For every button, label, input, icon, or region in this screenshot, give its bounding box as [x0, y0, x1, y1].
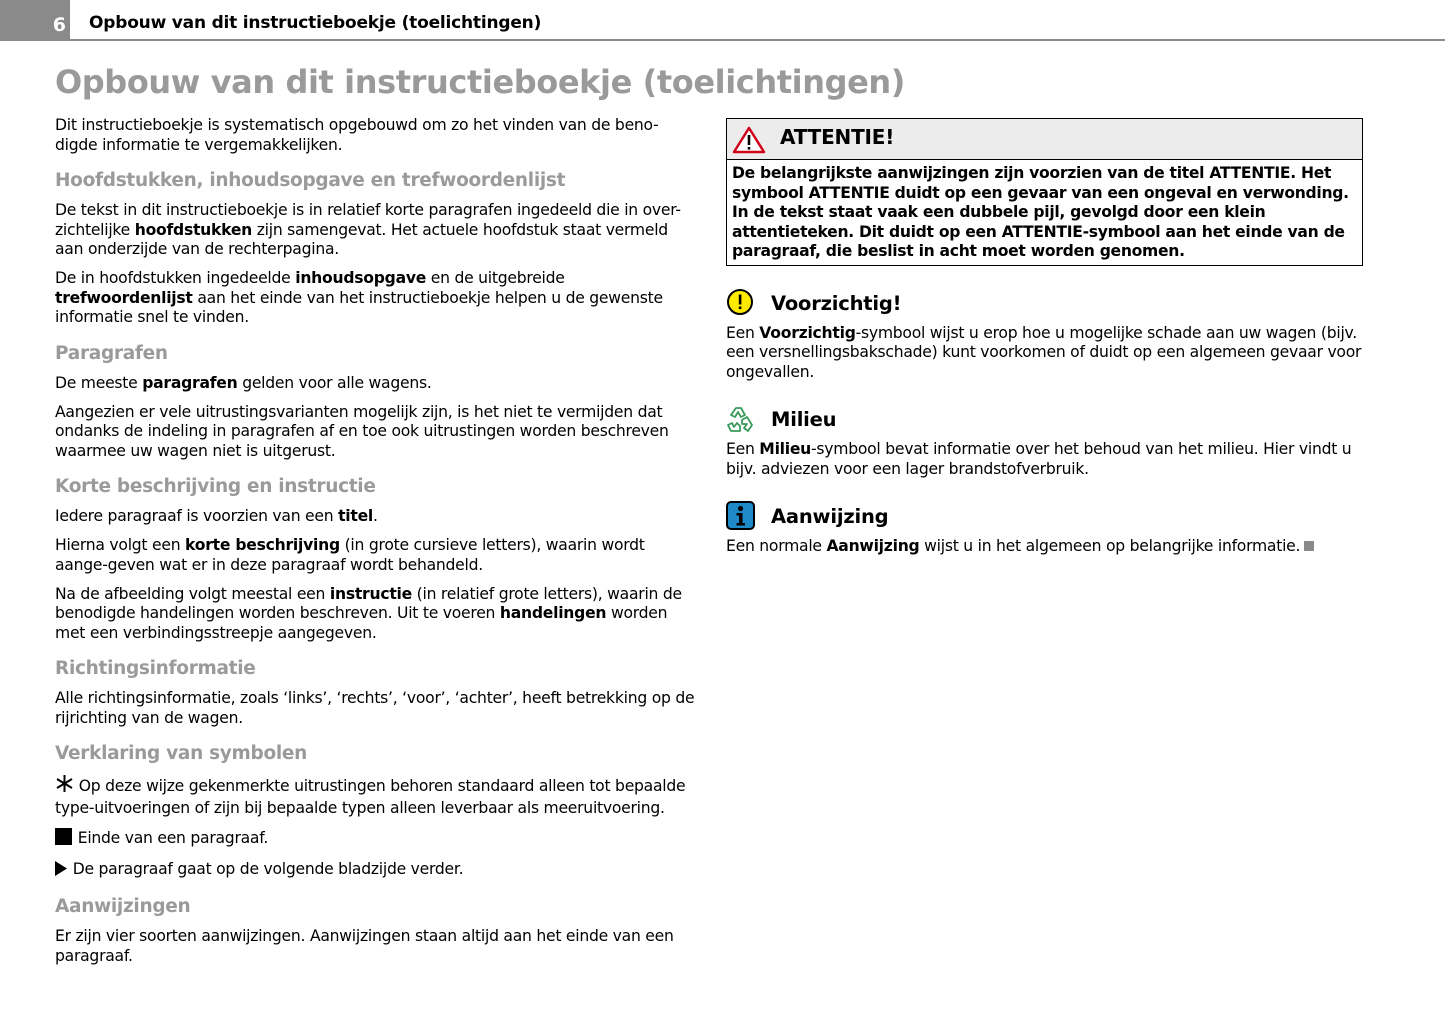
environment-header	[726, 404, 1366, 438]
end-of-paragraph-square-icon	[55, 828, 73, 851]
section-heading-chapters: Hoofdstukken, inhoudsopgave en trefwoordenlijst	[55, 170, 566, 191]
section-heading-description: Korte beschrijving en instructie	[55, 476, 376, 497]
end-of-paragraph-mark-icon	[1304, 541, 1314, 551]
section-heading-directions: Richtingsinformatie	[55, 658, 256, 679]
paragraph: Na de afbeelding volgt meestal een instructie (in relatief grote letters), waarin de benodigde handelingen worden beschreven. Uit te voeren handelingen worden met een verbindingsstreepje aangegeven.	[55, 584, 682, 642]
section-heading-symbols: Verklaring van symbolen	[55, 743, 308, 764]
page-title: Opbouw van dit instructieboekje (toelichtingen)	[55, 63, 906, 101]
paragraph: De meeste paragrafen gelden voor alle wagens.	[55, 373, 432, 392]
header-rule	[70, 39, 1445, 41]
paragraph: Er zijn vier soorten aanwijzingen. Aanwijzingen staan altijd aan het einde van een paragraaf.	[55, 927, 674, 965]
attention-box	[726, 118, 1363, 266]
intro-paragraph: Dit instructieboekje is systematisch opgebouwd om zo het vinden van de beno-digde informatie te vergemakkelijken.	[55, 116, 659, 154]
warning-triangle-icon	[732, 126, 766, 154]
caution-paragraph: Een Voorzichtig-symbool wijst u erop hoe u mogelijke schade aan uw wagen (bijv. een versnellingsbakschade) kunt voorkomen of duidt op een algemeen gevaar voor ongevallen.	[726, 323, 1362, 381]
section-heading-notes: Aanwijzingen	[55, 896, 191, 917]
recycle-icon	[726, 404, 758, 434]
environment-title: Milieu	[771, 408, 837, 431]
paragraph: Aangezien er vele uitrustingsvarianten mogelijk zijn, is het niet te vermijden dat ondanks de indeling in paragrafen af en toe ook uitrustingen worden beschreven waarmee uw wagen niet is uitgerust.	[55, 402, 669, 460]
caution-header	[726, 288, 1366, 322]
paragraph: Iedere paragraaf is voorzien van een titel.	[55, 507, 378, 525]
paragraph: De in hoofdstukken ingedeelde inhoudsopgave en de uitgebreide trefwoordenlijst aan het einde van het instructieboekje helpen u de gewenste informatie snel te vinden.	[55, 269, 663, 326]
page-header	[0, 0, 1445, 41]
left-column	[55, 116, 695, 976]
asterisk-icon	[55, 774, 74, 799]
right-column	[726, 116, 1366, 566]
note-title: Aanwijzing	[771, 505, 889, 528]
symbol-square-item: Einde van een paragraaf.	[55, 828, 695, 851]
attention-title: ATTENTIE!	[780, 125, 895, 149]
note-header	[726, 501, 1366, 535]
attention-header	[727, 119, 1362, 160]
caution-icon	[726, 288, 756, 318]
paragraph: Hierna volgt een korte beschrijving (in grote cursieve letters), waarin wordt aange-geven wat er in deze paragraaf wordt behandeld.	[55, 536, 645, 574]
info-icon	[726, 501, 756, 531]
attention-body: De belangrijkste aanwijzingen zijn voorzien van de titel ATTENTIE. Het symbool ATTENTIE duidt op een gevaar van een ongeval en verwonding. In de tekst staat vaak een dubbele pijl, gevolgd door een klein attentieteken. Dit duidt op een ATTENTIE-symbool aan het einde van de paragraaf, die beslist in acht moet worden genomen.	[732, 164, 1349, 260]
paragraph: Alle richtingsinformatie, zoals ‘links’, ‘rechts’, ‘voor’, ‘achter’, heeft betrekking op de rijrichting van de wagen.	[55, 689, 695, 727]
paragraph: De tekst in dit instructieboekje is in relatief korte paragrafen ingedeeld die in over-zichtelijke hoofdstukken zijn samengevat. Het actuele hoofdstuk staat vermeld aan onderzijde van de rechterpagina.	[55, 201, 681, 258]
continue-arrow-icon	[55, 861, 68, 882]
symbol-asterisk-item: Op deze wijze gekenmerkte uitrustingen behoren standaard alleen tot bepaalde type-uitvoeringen of zijn bij bepaalde typen alleen leverbaar als meeruitvoering.	[55, 774, 695, 818]
section-heading-paragraphs: Paragrafen	[55, 342, 168, 364]
symbol-arrow-item: De paragraaf gaat op de volgende bladzijde verder.	[55, 860, 695, 882]
note-paragraph: Een normale Aanwijzing wijst u in het algemeen op belangrijke informatie.	[726, 537, 1366, 557]
page-number: 6	[0, 0, 70, 41]
caution-title: Voorzichtig!	[771, 291, 902, 315]
environment-paragraph: Een Milieu-symbool bevat informatie over het behoud van het milieu. Hier vindt u bijv. adviezen voor een lager brandstofverbruik.	[726, 440, 1352, 478]
running-title: Opbouw van dit instructieboekje (toelichtingen)	[89, 13, 542, 33]
